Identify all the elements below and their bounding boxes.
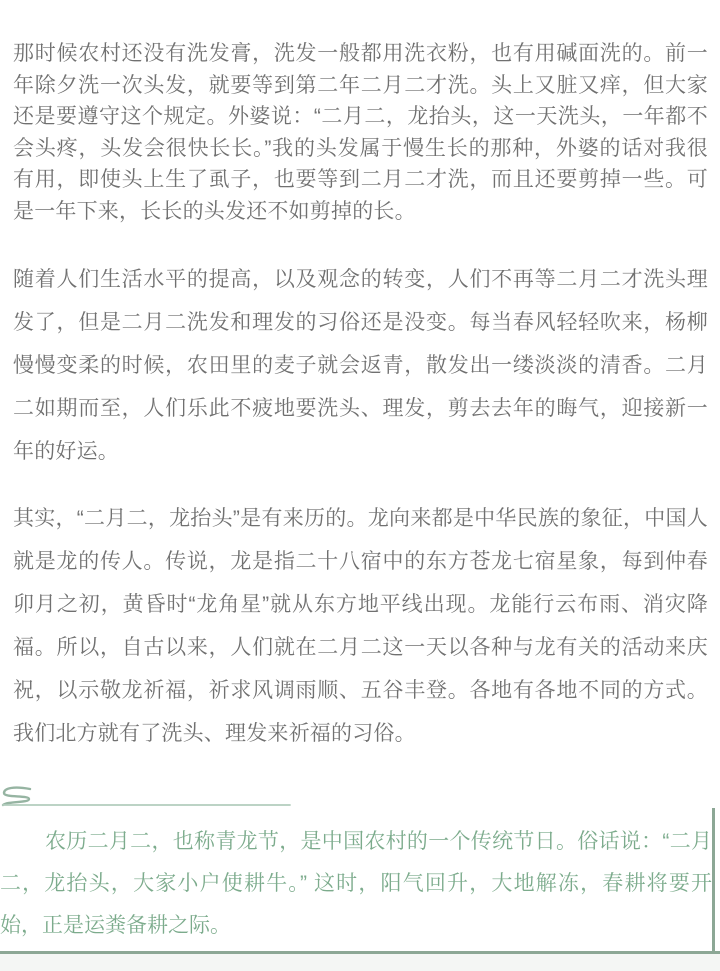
body-paragraph-2: 随着人们生活水平的提高，以及观念的转变，人们不再等二月二才洗头理发了，但是二月二洗发和理发的习俗还是没变。每当春风轻轻吹来，杨柳慢慢变柔的时候，农田里的麦子就会返青，散发出一缕淡淡的清香。二月二如期而至，人们乐此不疲地要洗头、理发，剪去去年的晦气，迎接新一年的好运。: [13, 268, 708, 463]
quote-paragraph: 农历二月二，也称青龙节，是中国农村的一个传统节日。俗话说：“二月二，龙抬头，大家小户使耕牛。” 这时，阳气回升，大地解冻，春耕将要开始，正是运粪备耕之际。: [0, 830, 712, 937]
quote-right-border: [712, 808, 715, 951]
page-bottom-strip: [0, 954, 720, 971]
body-paragraph-3: 其实，“二月二，龙抬头”是有来历的。龙向来都是中华民族的象征，中国人就是龙的传人。传说，龙是指二十八宿中的东方苍龙七宿星象，每到仲春卯月之初，黄昏时“龙角星”就从东方地平线出现。龙能行云布雨、消灾降福。所以，自古以来，人们就在二月二这一天以各种与龙有关的活动来庆祝，以示敬龙祈福，祈求风调雨顺、五谷丰登。各地有各地不同的方式。我们北方就有了洗头、理发来祈福的习俗。: [13, 507, 708, 745]
ribbon-curl-icon: [0, 785, 300, 809]
body-paragraph-1: 那时候农村还没有洗发膏，洗发一般都用洗衣粉，也有用碱面洗的。前一年除夕洗一次头发，就要等到第二年二月二才洗。头上又脏又痒，但大家还是要遵守这个规定。外婆说：“二月二，龙抬头，这一天洗头，一年都不会头疼，头发会很快长长。”我的头发属于慢生长的那种，外婆的话对我很有用，即使头上生了虱子，也要等到二月二才洗，而且还要剪掉一些。可是一年下来，长长的头发还不如剪掉的长。: [13, 42, 708, 223]
